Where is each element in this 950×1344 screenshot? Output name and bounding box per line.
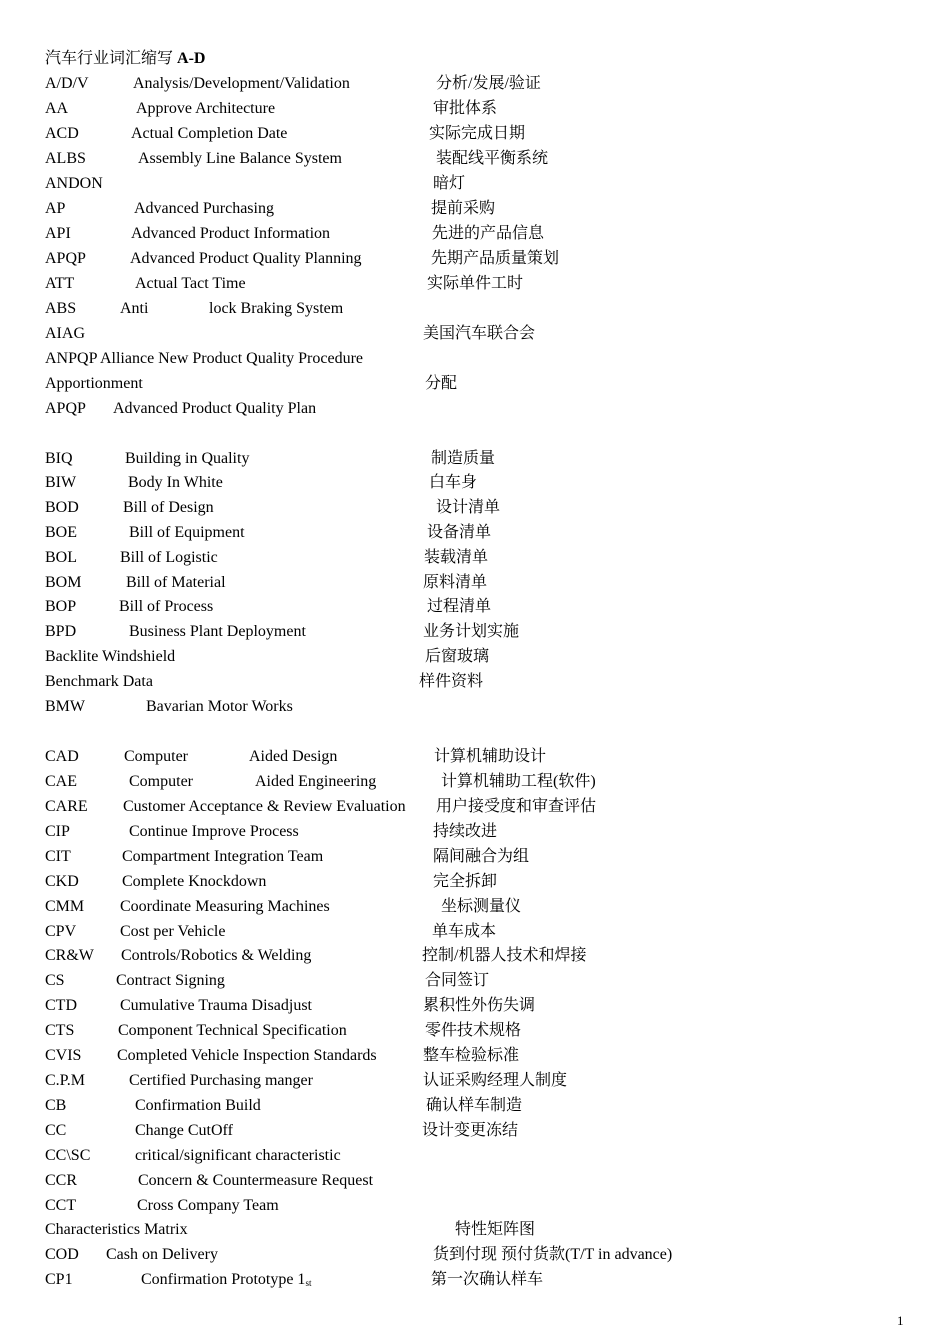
english-term: Business Plant Deployment xyxy=(129,623,306,640)
abbreviation: Benchmark Data xyxy=(45,673,153,690)
glossary-row xyxy=(0,1020,950,1044)
glossary-row xyxy=(0,448,950,472)
glossary-row xyxy=(0,896,950,920)
english-term: Confirmation Build xyxy=(135,1097,261,1114)
english-term: Advanced Purchasing xyxy=(134,200,274,217)
title-bold: A-D xyxy=(177,50,206,67)
english-term: Body In White xyxy=(128,474,223,491)
abbreviation: CIP xyxy=(45,823,70,840)
glossary-row xyxy=(0,497,950,521)
abbreviation: COD xyxy=(45,1246,79,1263)
english-term: Continue Improve Process xyxy=(129,823,299,840)
chinese-translation: 暗灯 xyxy=(433,175,466,192)
chinese-translation: 审批体系 xyxy=(433,100,498,117)
glossary-row xyxy=(0,970,950,994)
glossary-row xyxy=(0,696,950,720)
title-prefix: 汽车行业词汇缩写 xyxy=(45,50,178,67)
abbreviation: CMM xyxy=(45,898,85,915)
english-term-continued: lock Braking System xyxy=(209,300,344,317)
abbreviation: CTD xyxy=(45,997,77,1014)
glossary-row xyxy=(0,572,950,596)
chinese-translation: 先进的产品信息 xyxy=(432,225,545,242)
abbreviation: BOE xyxy=(45,524,77,541)
chinese-translation: 零件技术规格 xyxy=(425,1022,522,1039)
abbreviation: AIAG xyxy=(45,325,85,342)
glossary-row xyxy=(0,1045,950,1069)
abbreviation: A/D/V xyxy=(45,75,89,92)
glossary-row xyxy=(0,746,950,770)
english-term: Advanced Product Quality Planning xyxy=(130,250,362,267)
english-term: critical/significant characteristic xyxy=(135,1147,341,1164)
glossary-row xyxy=(0,348,950,372)
english-term: Change CutOff xyxy=(135,1122,233,1139)
abbreviation: Backlite Windshield xyxy=(45,648,176,665)
chinese-translation: 隔间融合为组 xyxy=(433,848,530,865)
chinese-translation: 认证采购经理人制度 xyxy=(423,1072,568,1089)
english-term: Bill of Equipment xyxy=(129,524,245,541)
chinese-translation: 实际单件工时 xyxy=(427,275,524,292)
chinese-translation: 美国汽车联合会 xyxy=(423,325,536,342)
abbreviation: BOL xyxy=(45,549,77,566)
glossary-row xyxy=(0,821,950,845)
page-title xyxy=(45,48,205,70)
page-number: 1 xyxy=(897,1313,904,1328)
glossary-row xyxy=(0,871,950,895)
abbreviation: ANPQP Alliance New Product Quality Procedure xyxy=(45,350,364,367)
glossary-row xyxy=(0,1219,950,1243)
glossary-row xyxy=(0,373,950,397)
english-term: Bill of Process xyxy=(119,598,214,615)
abbreviation: AA xyxy=(45,100,69,117)
glossary-row xyxy=(0,796,950,820)
english-term: Contract Signing xyxy=(116,972,225,989)
english-term: Bavarian Motor Works xyxy=(146,698,293,715)
chinese-translation: 控制/机器人技术和焊接 xyxy=(422,947,587,964)
abbreviation: CC\SC xyxy=(45,1147,91,1164)
abbreviation: Characteristics Matrix xyxy=(45,1221,188,1238)
glossary-row xyxy=(0,298,950,322)
chinese-translation: 白车身 xyxy=(429,474,478,491)
glossary-row xyxy=(0,123,950,147)
english-term: Cash on Delivery xyxy=(106,1246,218,1263)
glossary-row xyxy=(0,148,950,172)
chinese-translation: 装载清单 xyxy=(424,549,489,566)
glossary-row xyxy=(0,921,950,945)
english-term: Bill of Design xyxy=(123,499,214,516)
chinese-translation: 分析/发展/验证 xyxy=(436,75,541,92)
abbreviation: CARE xyxy=(45,798,88,815)
abbreviation: BIW xyxy=(45,474,77,491)
english-term: Coordinate Measuring Machines xyxy=(120,898,330,915)
glossary-row xyxy=(0,621,950,645)
abbreviation: BIQ xyxy=(45,450,73,467)
abbreviation: CTS xyxy=(45,1022,75,1039)
english-term-continued: Aided Engineering xyxy=(255,773,377,790)
english-term: Computer xyxy=(129,773,193,790)
abbreviation: CIT xyxy=(45,848,71,865)
chinese-translation: 设备清单 xyxy=(427,524,492,541)
chinese-translation: 设计变更冻结 xyxy=(422,1122,519,1139)
abbreviation: ANDON xyxy=(45,175,103,192)
glossary-row xyxy=(0,1269,950,1293)
glossary-row xyxy=(0,1095,950,1119)
english-term-continued: Aided Design xyxy=(249,748,338,765)
glossary-row xyxy=(0,596,950,620)
chinese-translation: 确认样车制造 xyxy=(426,1097,523,1114)
abbreviation: CAD xyxy=(45,748,79,765)
chinese-translation: 分配 xyxy=(425,375,458,392)
abbreviation: CS xyxy=(45,972,65,989)
english-term: Actual Tact Time xyxy=(135,275,246,292)
english-term: Cross Company Team xyxy=(137,1197,279,1214)
abbreviation: CAE xyxy=(45,773,77,790)
glossary-row xyxy=(0,1120,950,1144)
english-term: Concern & Countermeasure Request xyxy=(138,1172,374,1189)
abbreviation: CVIS xyxy=(45,1047,82,1064)
abbreviation: APQP xyxy=(45,400,86,417)
english-term: Confirmation Prototype $1_{st}$ xyxy=(141,1271,312,1288)
chinese-translation: 持续改进 xyxy=(433,823,498,840)
chinese-translation: 过程清单 xyxy=(427,598,492,615)
glossary-row xyxy=(0,248,950,272)
glossary-row xyxy=(0,671,950,695)
chinese-translation: 实际完成日期 xyxy=(429,125,526,142)
glossary-row xyxy=(0,98,950,122)
abbreviation: Apportionment xyxy=(45,375,143,392)
abbreviation: API xyxy=(45,225,71,242)
chinese-translation: 计算机辅助设计 xyxy=(434,748,547,765)
glossary-row xyxy=(0,945,950,969)
english-term: Anti xyxy=(120,300,149,317)
glossary-row xyxy=(0,1244,950,1268)
english-term: Advanced Product Quality Plan xyxy=(113,400,317,417)
glossary-row xyxy=(0,995,950,1019)
glossary-row xyxy=(0,223,950,247)
glossary-row xyxy=(0,646,950,670)
glossary-row xyxy=(0,198,950,222)
chinese-translation: 计算机辅助工程(软件) xyxy=(441,773,596,790)
abbreviation: BOD xyxy=(45,499,79,516)
english-term: Cost per Vehicle xyxy=(120,923,226,940)
abbreviation: BOP xyxy=(45,598,77,615)
english-term: Component Technical Specification xyxy=(118,1022,347,1039)
chinese-translation: 单车成本 xyxy=(432,923,497,940)
glossary-row xyxy=(0,323,950,347)
glossary-row xyxy=(0,1195,950,1219)
chinese-translation: 先期产品质量策划 xyxy=(431,250,560,267)
glossary-row xyxy=(0,846,950,870)
english-term: Bill of Material xyxy=(126,574,226,591)
english-term: Bill of Logistic xyxy=(120,549,218,566)
english-term: Cumulative Trauma Disadjust xyxy=(120,997,312,1014)
english-term: Analysis/Development/Validation xyxy=(133,75,350,92)
english-term: Advanced Product Information xyxy=(131,225,331,242)
abbreviation: CPV xyxy=(45,923,77,940)
glossary-row xyxy=(0,472,950,496)
chinese-translation: 货到付现 预付货款(T/T in advance) xyxy=(433,1246,673,1263)
abbreviation: CP1 xyxy=(45,1271,73,1288)
english-term: Building in Quality xyxy=(125,450,250,467)
abbreviation: CR&W xyxy=(45,947,94,964)
glossary-row xyxy=(0,273,950,297)
abbreviation: BOM xyxy=(45,574,82,591)
english-term: Actual Completion Date xyxy=(131,125,288,142)
abbreviation: ATT xyxy=(45,275,75,292)
english-term: Complete Knockdown xyxy=(122,873,267,890)
chinese-translation: 设计清单 xyxy=(436,499,501,516)
chinese-translation: 完全拆卸 xyxy=(433,873,498,890)
english-term: Compartment Integration Team xyxy=(122,848,324,865)
abbreviation: CC xyxy=(45,1122,67,1139)
chinese-translation: 累积性外伤失调 xyxy=(423,997,536,1014)
abbreviation: AP xyxy=(45,200,66,217)
chinese-translation: 原料清单 xyxy=(423,574,488,591)
chinese-translation: 用户接受度和审查评估 xyxy=(436,798,597,815)
chinese-translation: 样件资料 xyxy=(419,673,484,690)
chinese-translation: 提前采购 xyxy=(431,200,496,217)
glossary-row xyxy=(0,173,950,197)
abbreviation: CKD xyxy=(45,873,79,890)
chinese-translation: 后窗玻璃 xyxy=(425,648,490,665)
glossary-row xyxy=(0,1070,950,1094)
abbreviation: CCT xyxy=(45,1197,77,1214)
english-term: Customer Acceptance & Review Evaluation xyxy=(123,798,406,815)
chinese-translation: 整车检验标准 xyxy=(423,1047,520,1064)
ordinal-suffix: st xyxy=(305,1278,312,1288)
english-term: Computer xyxy=(124,748,188,765)
english-term: Controls/Robotics & Welding xyxy=(121,947,312,964)
english-term: Assembly Line Balance System xyxy=(138,150,342,167)
glossary-row xyxy=(0,398,950,422)
chinese-translation: 第一次确认样车 xyxy=(431,1271,544,1288)
abbreviation: BPD xyxy=(45,623,77,640)
abbreviation: BMW xyxy=(45,698,85,715)
abbreviation: ACD xyxy=(45,125,79,142)
glossary-row xyxy=(0,522,950,546)
glossary-row xyxy=(0,1145,950,1169)
chinese-translation: 特性矩阵图 xyxy=(455,1221,536,1238)
glossary-row xyxy=(0,1170,950,1194)
abbreviation: ALBS xyxy=(45,150,86,167)
english-term: Certified Purchasing manger xyxy=(129,1072,313,1089)
chinese-translation: 装配线平衡系统 xyxy=(436,150,549,167)
abbreviation: CB xyxy=(45,1097,67,1114)
english-term: Approve Architecture xyxy=(136,100,276,117)
glossary-row xyxy=(0,771,950,795)
english-term: Completed Vehicle Inspection Standards xyxy=(117,1047,377,1064)
abbreviation: APQP xyxy=(45,250,86,267)
chinese-translation: 合同签订 xyxy=(425,972,490,989)
chinese-translation: 坐标测量仪 xyxy=(441,898,522,915)
abbreviation: C.P.M xyxy=(45,1072,86,1089)
abbreviation: CCR xyxy=(45,1172,78,1189)
abbreviation: ABS xyxy=(45,300,77,317)
glossary-row xyxy=(0,547,950,571)
glossary-row xyxy=(0,73,950,97)
chinese-translation: 制造质量 xyxy=(431,450,496,467)
chinese-translation: 业务计划实施 xyxy=(423,623,520,640)
